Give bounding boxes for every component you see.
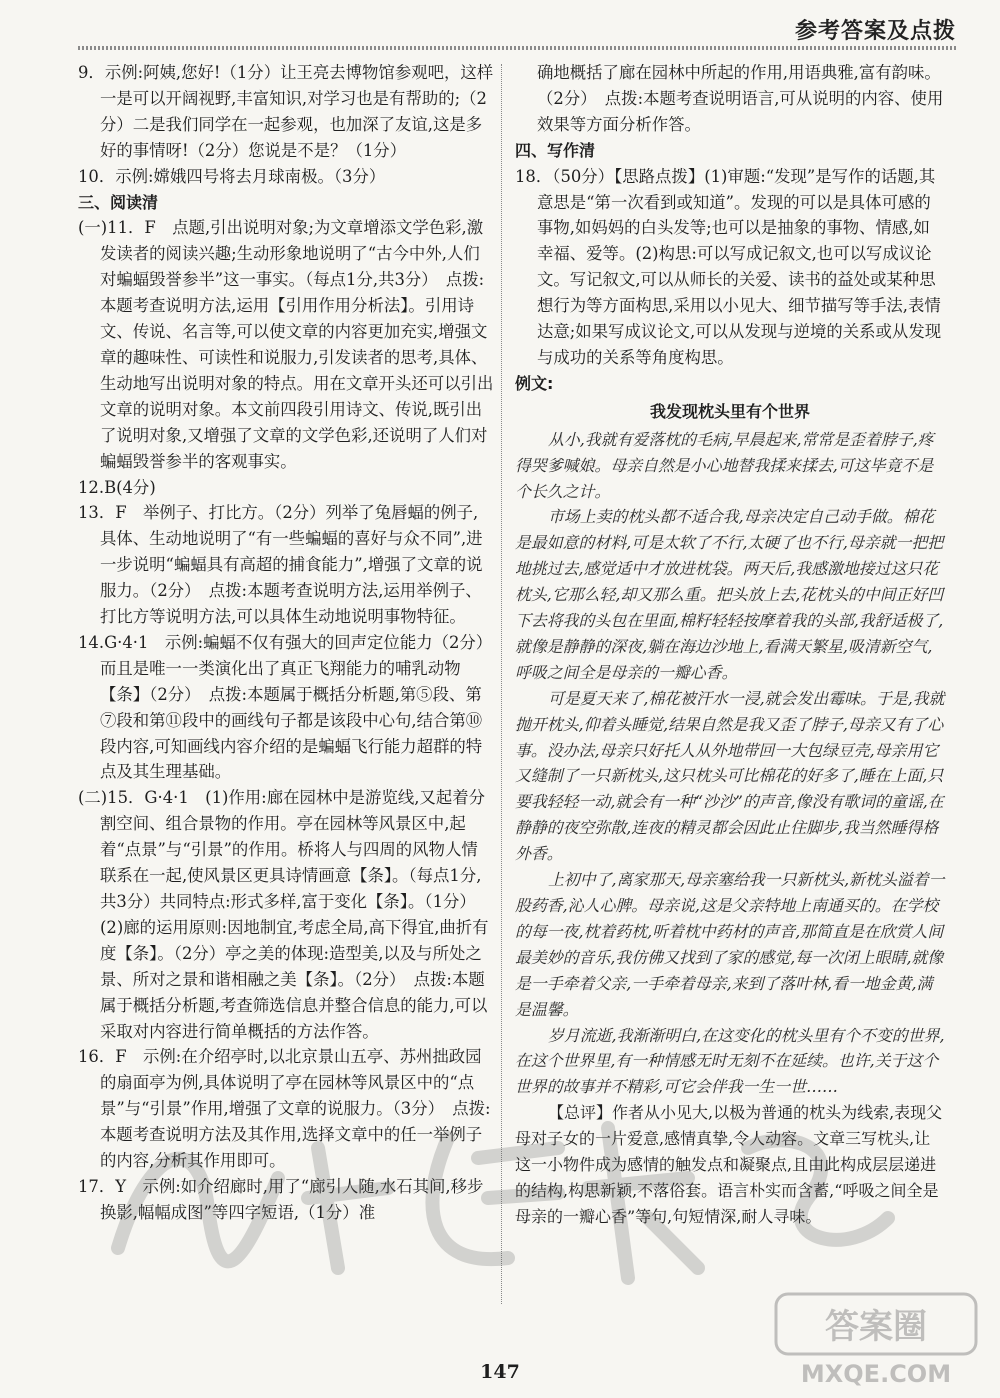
essay-paragraph-1: 从小,我就有爱落枕的毛病,早晨起来,常常是歪着脖子,疼得哭爹喊娘。母亲自然是小心地替我揉来揉去,可这毕竟不是个长久之计。 bbox=[515, 429, 934, 501]
logo-site-text: MXQE.COM bbox=[800, 1360, 952, 1388]
answer-18: 18．（50分）【思路点拨】(1)审题:“发现”是写作的话题,其意思是“第一次看到或知道”。发现的可以是具体可感的事物,如妈妈的白头发等;也可以是抽象的事物、情感,如幸福、爱等。(2)构思:可以写成记叙文,也可以写成议论文。写记叙文,可以从师长的关爱、读书的益处或某种思想行为等方面构思,采用以小见大、细节描写等手法,表情达意;如果写成议论文,可以从发现与逆境的关系或从发现与成功的关系等角度构思。 bbox=[515, 166, 942, 367]
section-reading: 三、阅读清 bbox=[78, 192, 159, 212]
essay-paragraph-2: 市场上卖的枕头都不适合我,母亲决定自己动手做。棉花是最如意的材料,可是太软了不行,太硬了也不行,母亲就一把把地挑过去,感觉适中才放进枕袋。两天后,我感激地接过这只花枕头,它那么轻,却又那么重。把头放上去,花枕头的中间正好凹下去将我的头包在里面,棉籽轻轻按摩着我的头部,我舒适极了,就像是静静的深夜,躺在海边沙地上,看满天繁星,吸清新空气,呼吸之间全是母亲的一瓣心香。 bbox=[515, 507, 944, 682]
answer-15-part2: (2)廊的运用原则:因地制宜,考虑全局,高下得宜,曲折有度【条】。（2分）亭之美的体现:造型美,以及与所处之景、所对之景和谐相融之美【条】。（2分） 点拨:本题属于概括分析题,考查筛选信息并整合信息的能力,可以采取对内容进行简单概括的方法作答。 bbox=[100, 917, 489, 1041]
logo-text: 答案圈 bbox=[825, 1307, 927, 1347]
example-label: 例文: bbox=[515, 373, 554, 393]
answer-10: 10．示例:嫦娥四号将去月球南极。（3分） bbox=[78, 166, 386, 186]
answer-13: 13．F 举例子、打比方。（2分）列举了兔唇蝠的例子,具体、生动地说明了“有一些蝙蝠的喜好与众不同”,进一步说明“蝙蝠具有高超的捕食能力”,增强了文章的说服力。（2分） 点拨:本题考查说明方法,运用举例子、打比方等说明方法,可以具体生动地说明事物特征。 bbox=[78, 503, 483, 627]
answer-17: 17．Y 示例:如介绍廊时,用了“廊引人随,水石其间,移步换影,幅幅成图”等四字短语,（1分）准 bbox=[78, 1176, 484, 1222]
essay-paragraph-4: 上初中了,离家那天,母亲塞给我一只新枕头,新枕头溢着一股药香,沁人心脾。母亲说,这是父亲特地上南通买的。在学校的每一夜,枕着药枕,听着枕中药材的声音,那简直是在欣赏人间最美妙的音乐,我仿佛又找到了家的感觉,每一次闭上眼睛,就像是一手牵着父亲,一手牵着母亲,来到了落叶林,看一地金黄,满是温馨。 bbox=[515, 870, 945, 1019]
answer-16: 16．F 示例:在介绍亭时,以北京景山五亭、苏州拙政园的扇面亭为例,具体说明了亭在园林等风景区中的“点景”与“引景”作用,增强了文章的说服力。（3分） 点拨:本题考查说明方法及其作用,选择文章中的任一举例子的内容,分析其作用即可。 bbox=[78, 1047, 491, 1171]
section-writing: 四、写作清 bbox=[515, 140, 596, 160]
essay-title: 我发现枕头里有个世界 bbox=[649, 401, 810, 421]
answer-12: 12.B(4分) bbox=[78, 477, 156, 497]
essay-comment: 【总评】作者从小见大,以极为普通的枕头为线索,表现父母对子女的一片爱意,感情真挚,令人动容。文章三写枕头,让这一小物件成为感情的触发点和凝聚点,且由此构成层层递进的结构,构思新颖,不落俗套。语言朴实而含蓄,“呼吸之间全是母亲的一瓣心香”等句,句短情深,耐人寻味。 bbox=[515, 1103, 943, 1226]
header-rule bbox=[78, 46, 956, 50]
answer-17-continued: 确地概括了廊在园林中所起的作用,用语典雅,富有韵味。（2分） 点拨:本题考查说明语言,可从说明的内容、使用效果等方面分析作答。 bbox=[537, 63, 944, 134]
answer-11: (一)11．F 点题,引出说明对象;为文章增添文学色彩,激发读者的阅读兴趣;生动形象地说明了“古今中外,人们对蝙蝠毁誉参半”这一事实。（每点1分,共3分） 点拨:本题考查说明方法,运用【引用作用分析法】。引用诗文、传说、名言等,可以使文章的内容更加充实,增强文章的趣味性、可读性和说服力,引发读者的思考,具体、生动地写出说明对象的特点。用在文章开头还可以引出文章的说明对象。本文前四段引用诗文、传说,既引出了说明对象,又增强了文章的文学色彩,还说明了人们对蝙蝠毁誉参半的客观事实。 bbox=[78, 218, 494, 471]
handwriting-watermark-icon bbox=[88, 1088, 968, 1288]
right-column bbox=[515, 60, 945, 1230]
page-header-title: 参考答案及点拨 bbox=[794, 19, 956, 44]
left-column bbox=[78, 60, 501, 1226]
essay-paragraph-5: 岁月流逝,我渐渐明白,在这变化的枕头里有个不变的世界,在这个世界里,有一种情感无时无刻不在延续。也许,关于这个世界的故事并不精彩,可它会伴我一生一世…… bbox=[515, 1025, 945, 1097]
answer-15-part1: (二)15．G·4·1 (1)作用:廊在园林中是游览线,又起着分割空间、组合景物的作用。亭在园林等风景区中,起着“点景”与“引景”的作用。桥将人与四周的风物人情联系在一起,使风景区更具诗情画意【条】。（每点1分,共3分）共同特点:形式多样,富于变化【条】。（1分） bbox=[78, 788, 485, 911]
answer-9: 9．示例:阿姨,您好!（1分）让王亮去博物馆参观吧，这样一是可以开阔视野,丰富知识,对学习也是有帮助的;（2分）二是我们同学在一起参观，也加深了友谊,这是多好的事情呀!（2分）您说是不是？（1分） bbox=[78, 63, 494, 160]
answer-14: 14.G·4·1 示例:蝙蝠不仅有强大的回声定位能力（2分） 而且是唯一一类演化出了真正飞翔能力的哺乳动物【条】（2分） 点拨:本题属于概括分析题,第⑤段、第⑦段和第⑪段中的画线句子都是该段中心句,结合第⑩段内容,可知画线内容介绍的是蝙蝠飞行能力超群的特点及其生理基础。 bbox=[78, 632, 501, 782]
page-number: 147 bbox=[480, 1361, 520, 1383]
site-logo-icon bbox=[772, 1290, 982, 1390]
essay-paragraph-3: 可是夏天来了,棉花被汗水一浸,就会发出霉味。于是,我就抛开枕头,仰着头睡觉,结果自然是我又歪了脖子,母亲又有了心事。没办法,母亲只好托人从外地带回一大包绿豆壳,母亲用它又缝制了一只新枕头,这只枕头可比棉花的好多了,睡在上面,只要我轻轻一动,就会有一种“沙沙”的声音,像没有歌词的童谣,在静静的夜空弥散,连夜的精灵都会因此止住脚步,我当然睡得格外香。 bbox=[515, 688, 945, 864]
